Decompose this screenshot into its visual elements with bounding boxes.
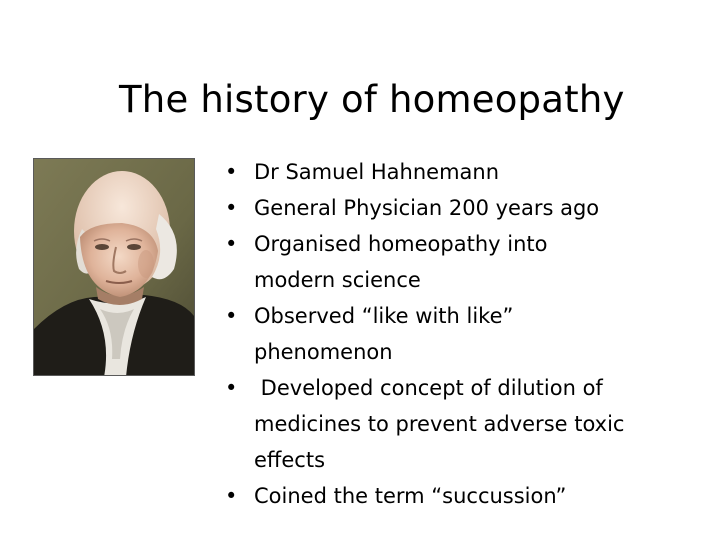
bullet-list <box>223 154 713 514</box>
bullet-line: Coined the term “succussion” <box>254 484 567 508</box>
bullet-marker: • <box>225 484 238 508</box>
bullet-item <box>223 190 713 226</box>
bullet-line: Observed “like with like” <box>254 304 514 328</box>
bullet-text <box>254 478 713 514</box>
bullet-line: Dr Samuel Hahnemann <box>254 160 500 184</box>
bullet-marker: • <box>225 196 238 220</box>
bullet-line: Developed concept of dilution of <box>254 376 603 400</box>
bullet-marker: • <box>225 304 238 328</box>
bullet-item <box>223 478 713 514</box>
bullet-text <box>254 370 713 478</box>
bullet-text <box>254 190 713 226</box>
bullet-line: medicines to prevent adverse toxic <box>254 412 625 436</box>
portrait-image <box>33 158 195 376</box>
bullet-text <box>254 298 713 370</box>
slide-title: The history of homeopathy <box>119 78 625 121</box>
bullet-item <box>223 370 713 478</box>
bullet-line: effects <box>254 448 326 472</box>
bullet-line: General Physician 200 years ago <box>254 196 600 220</box>
bullet-marker: • <box>225 232 238 256</box>
bullet-line: modern science <box>254 268 421 292</box>
bullet-item <box>223 298 713 370</box>
bullet-item <box>223 154 713 190</box>
bullet-text <box>254 154 713 190</box>
bullet-text <box>254 226 713 298</box>
bullet-marker: • <box>225 376 238 400</box>
bullet-line: Organised homeopathy into <box>254 232 548 256</box>
bullet-item <box>223 226 713 298</box>
bullet-marker: • <box>225 160 238 184</box>
bullet-line: phenomenon <box>254 340 393 364</box>
